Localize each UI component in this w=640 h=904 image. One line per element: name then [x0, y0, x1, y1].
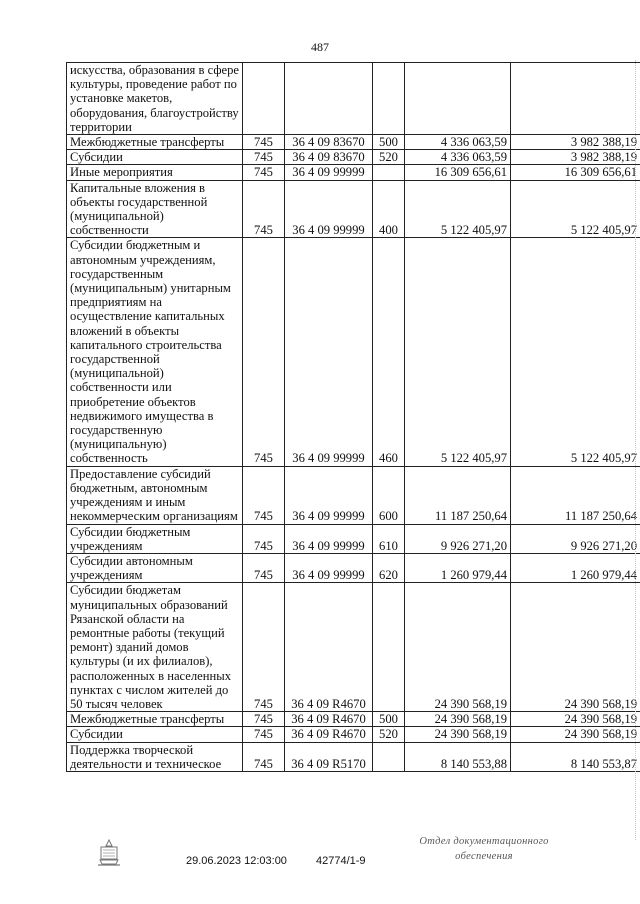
- cell-expense-type: [373, 742, 405, 771]
- cell-target-article: [285, 63, 373, 135]
- cell-expense-type: 500: [373, 712, 405, 727]
- cell-amount-2: [511, 63, 640, 135]
- cell-expense-type: 520: [373, 727, 405, 742]
- cell-amount-1: 24 390 568,19: [405, 583, 511, 712]
- cell-name: Субсидии: [67, 150, 243, 165]
- cell-name: Субсидии бюджетам муниципальных образований Рязанской области на ремонтные работы (текущий ремонт) зданий домов культуры (и их филиалов), расположенных в населенных пунктах с числом жителей до 50 тысяч человек: [67, 583, 243, 712]
- cell-amount-2: 24 390 568,19: [511, 583, 640, 712]
- scan-edge-marks: [633, 60, 636, 840]
- cell-expense-type: [373, 165, 405, 180]
- cell-target-article: 36 4 09 R4670: [285, 712, 373, 727]
- cell-amount-2: 3 982 388,19: [511, 135, 640, 150]
- cell-amount-2: 5 122 405,97: [511, 180, 640, 238]
- cell-department-code: 745: [243, 742, 285, 771]
- cell-name: Межбюджетные трансферты: [67, 712, 243, 727]
- cell-amount-1: 5 122 405,97: [405, 180, 511, 238]
- cell-name: Субсидии: [67, 727, 243, 742]
- cell-amount-1: 5 122 405,97: [405, 238, 511, 466]
- table-row: [67, 63, 640, 135]
- budget-table: [66, 62, 640, 772]
- cell-expense-type: 600: [373, 466, 405, 524]
- cell-name: Субсидии бюджетным учреждениям: [67, 524, 243, 553]
- table-row: [67, 583, 640, 712]
- cell-amount-1: 8 140 553,88: [405, 742, 511, 771]
- cell-amount-2: 11 187 250,64: [511, 466, 640, 524]
- table-row: [67, 150, 640, 165]
- cell-department-code: 745: [243, 583, 285, 712]
- cell-amount-1: 9 926 271,20: [405, 524, 511, 553]
- emblem-icon: [94, 838, 124, 868]
- cell-amount-2: 24 390 568,19: [511, 712, 640, 727]
- cell-target-article: 36 4 09 99999: [285, 466, 373, 524]
- stamp-line-2: обеспечения: [455, 851, 513, 862]
- cell-amount-1: 4 336 063,59: [405, 150, 511, 165]
- table-row: [67, 165, 640, 180]
- cell-target-article: 36 4 09 99999: [285, 165, 373, 180]
- cell-department-code: 745: [243, 727, 285, 742]
- department-stamp: [404, 834, 564, 864]
- cell-expense-type: 620: [373, 553, 405, 582]
- cell-name: Иные мероприятия: [67, 165, 243, 180]
- cell-department-code: [243, 63, 285, 135]
- table-row: [67, 180, 640, 238]
- cell-department-code: 745: [243, 150, 285, 165]
- cell-target-article: 36 4 09 99999: [285, 238, 373, 466]
- table-row: [67, 727, 640, 742]
- cell-amount-1: 24 390 568,19: [405, 712, 511, 727]
- stamp-line-1: Отдел документационного: [419, 836, 549, 847]
- cell-department-code: 745: [243, 238, 285, 466]
- cell-expense-type: [373, 583, 405, 712]
- cell-target-article: 36 4 09 R4670: [285, 583, 373, 712]
- cell-amount-1: 24 390 568,19: [405, 727, 511, 742]
- cell-department-code: 745: [243, 180, 285, 238]
- cell-name: Капитальные вложения в объекты государственной (муниципальной) собственности: [67, 180, 243, 238]
- cell-target-article: 36 4 09 99999: [285, 180, 373, 238]
- cell-department-code: 745: [243, 466, 285, 524]
- cell-expense-type: 460: [373, 238, 405, 466]
- cell-amount-1: 4 336 063,59: [405, 135, 511, 150]
- cell-amount-2: 9 926 271,20: [511, 524, 640, 553]
- table-row: [67, 466, 640, 524]
- cell-name: Субсидии автономным учреждениям: [67, 553, 243, 582]
- cell-target-article: 36 4 09 99999: [285, 553, 373, 582]
- cell-amount-1: 16 309 656,61: [405, 165, 511, 180]
- cell-name: Межбюджетные трансферты: [67, 135, 243, 150]
- cell-amount-2: 5 122 405,97: [511, 238, 640, 466]
- cell-target-article: 36 4 09 R5170: [285, 742, 373, 771]
- footer-datetime: 29.06.2023 12:03:00: [186, 855, 287, 867]
- cell-expense-type: 610: [373, 524, 405, 553]
- cell-amount-2: 16 309 656,61: [511, 165, 640, 180]
- table-row: [67, 553, 640, 582]
- table-row: [67, 742, 640, 771]
- cell-name: искусства, образования в сфере культуры, проведение работ по установке макетов, оборудования, благоустройству территории: [67, 63, 243, 135]
- table-row: [67, 238, 640, 466]
- cell-amount-1: [405, 63, 511, 135]
- budget-table-body: [67, 63, 640, 772]
- cell-amount-1: 1 260 979,44: [405, 553, 511, 582]
- cell-name: Предоставление субсидий бюджетным, автономным учреждениям и иным некоммерческим организациям: [67, 466, 243, 524]
- cell-name: Поддержка творческой деятельности и техническое: [67, 742, 243, 771]
- cell-expense-type: [373, 63, 405, 135]
- table-row: [67, 135, 640, 150]
- cell-amount-2: 8 140 553,87: [511, 742, 640, 771]
- cell-target-article: 36 4 09 83670: [285, 150, 373, 165]
- cell-target-article: 36 4 09 R4670: [285, 727, 373, 742]
- table-row: [67, 712, 640, 727]
- cell-department-code: 745: [243, 135, 285, 150]
- cell-expense-type: 520: [373, 150, 405, 165]
- cell-amount-2: 1 260 979,44: [511, 553, 640, 582]
- cell-target-article: 36 4 09 99999: [285, 524, 373, 553]
- cell-amount-1: 11 187 250,64: [405, 466, 511, 524]
- cell-amount-2: 3 982 388,19: [511, 150, 640, 165]
- cell-department-code: 745: [243, 165, 285, 180]
- cell-department-code: 745: [243, 524, 285, 553]
- cell-department-code: 745: [243, 712, 285, 727]
- cell-target-article: 36 4 09 83670: [285, 135, 373, 150]
- cell-expense-type: 400: [373, 180, 405, 238]
- cell-name: Субсидии бюджетным и автономным учреждениям, государственным (муниципальным) унитарным предприятиям на осуществление капитальных вложений в объекты капитального строительства государственной (муниципальной) собственности или приобретение объектов недвижимого имущества в государственную (муниципальную) собственность: [67, 238, 243, 466]
- cell-expense-type: 500: [373, 135, 405, 150]
- footer-doc-number: 42774/1-9: [316, 855, 366, 867]
- page-number: 487: [311, 40, 329, 54]
- cell-department-code: 745: [243, 553, 285, 582]
- table-row: [67, 524, 640, 553]
- cell-amount-2: 24 390 568,19: [511, 727, 640, 742]
